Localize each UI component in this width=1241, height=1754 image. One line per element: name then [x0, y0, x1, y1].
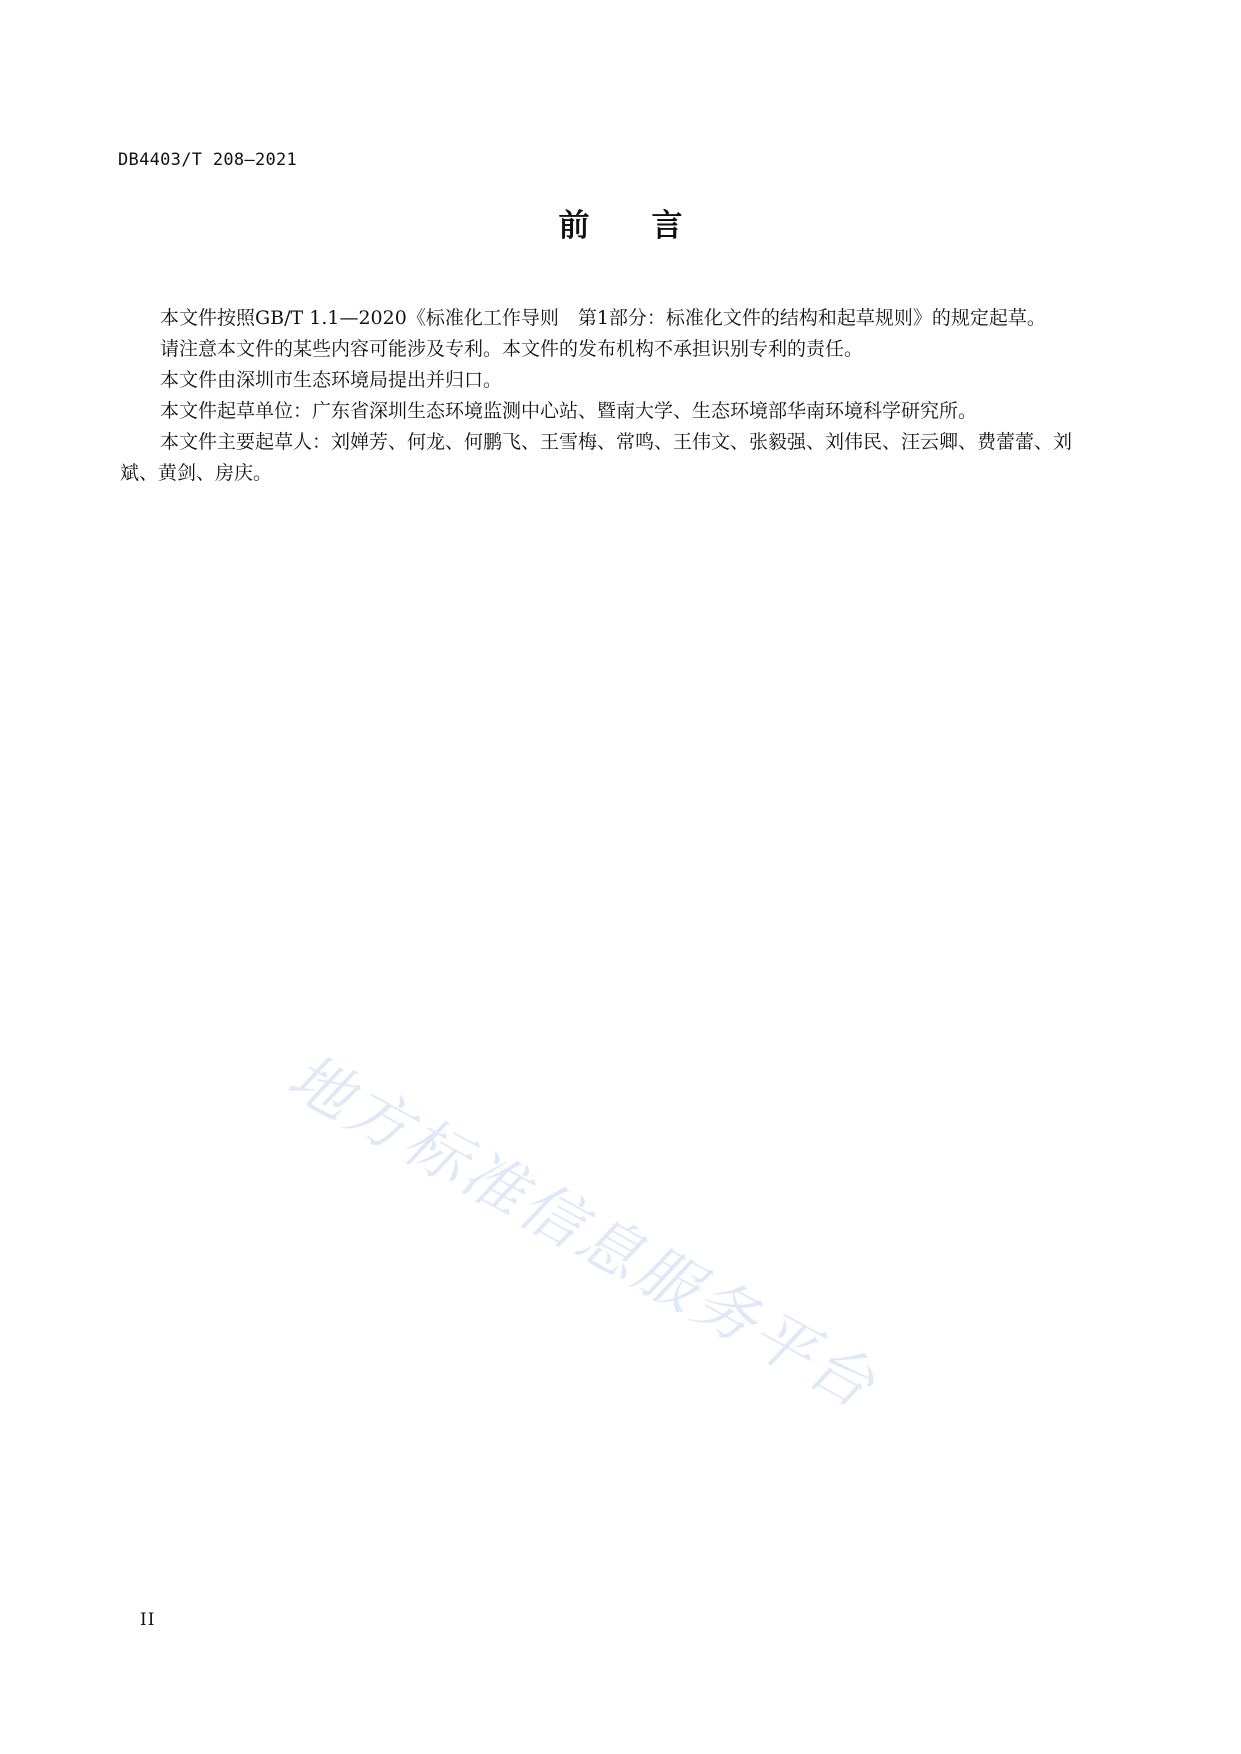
paragraph-drafters: 本文件主要起草人：刘婵芳、何龙、何鹏飞、王雪梅、常鸣、王伟文、张毅强、刘伟民、汪云卿、费蕾蕾、刘斌、黄剑、房庆。: [120, 431, 1073, 484]
paragraph-drafting-units: 本文件起草单位：广东省深圳生态环境监测中心站、暨南大学、生态环境部华南环境科学研究所。: [160, 400, 978, 422]
paragraph-proposer: 本文件由深圳市生态环境局提出并归口。: [160, 369, 503, 391]
page-number: II: [140, 1610, 156, 1630]
section-title: 前言: [558, 208, 745, 244]
foreword-body: [120, 303, 1098, 489]
paragraph-patent-notice: 请注意本文件的某些内容可能涉及专利。本文件的发布机构不承担识别专利的责任。: [160, 338, 864, 360]
document-code: DB4403/T 208—2021: [118, 150, 298, 170]
watermark: 地方标准信息服务平台: [276, 1039, 889, 1424]
paragraph-drafting-rules: 本文件按照GB/T 1.1—2020《标准化工作导则 第1部分：标准化文件的结构和起草规则》的规定起草。: [160, 307, 1046, 329]
